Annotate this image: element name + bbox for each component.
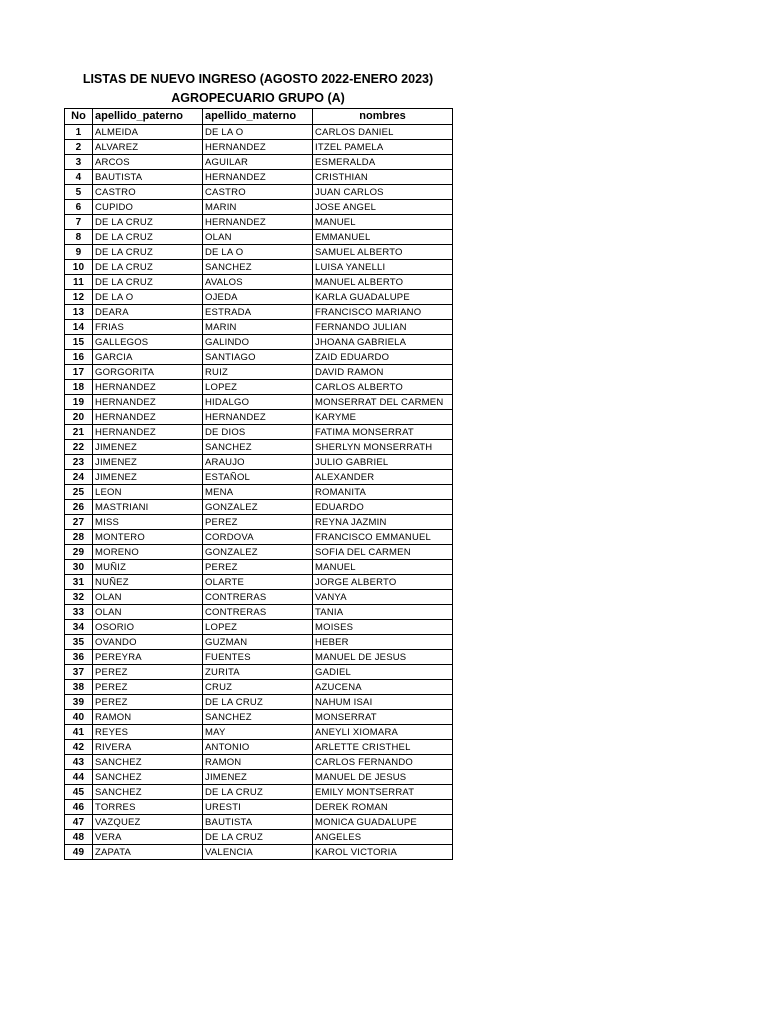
- cell-nombres: JUAN CARLOS: [313, 185, 453, 200]
- cell-apellido-materno: BAUTISTA: [203, 815, 313, 830]
- cell-apellido-materno: SANTIAGO: [203, 350, 313, 365]
- table-row: [65, 200, 453, 215]
- cell-no: 3: [65, 155, 93, 170]
- cell-apellido-paterno: ARCOS: [93, 155, 203, 170]
- cell-no: 15: [65, 335, 93, 350]
- cell-apellido-paterno: DE LA CRUZ: [93, 260, 203, 275]
- table-row: [65, 455, 453, 470]
- cell-nombres: FRANCISCO EMMANUEL: [313, 530, 453, 545]
- cell-apellido-materno: MARIN: [203, 320, 313, 335]
- cell-no: 48: [65, 830, 93, 845]
- cell-apellido-materno: ZURITA: [203, 665, 313, 680]
- table-row: [65, 530, 453, 545]
- cell-nombres: ZAID EDUARDO: [313, 350, 453, 365]
- cell-apellido-paterno: OLAN: [93, 605, 203, 620]
- cell-apellido-paterno: DE LA O: [93, 290, 203, 305]
- table-row: [65, 695, 453, 710]
- cell-nombres: GADIEL: [313, 665, 453, 680]
- cell-apellido-materno: PEREZ: [203, 515, 313, 530]
- cell-apellido-paterno: ALMEIDA: [93, 125, 203, 140]
- cell-apellido-materno: DE DIOS: [203, 425, 313, 440]
- cell-no: 2: [65, 140, 93, 155]
- cell-apellido-paterno: SANCHEZ: [93, 785, 203, 800]
- table-row: [65, 425, 453, 440]
- cell-nombres: EMMANUEL: [313, 230, 453, 245]
- cell-apellido-paterno: HERNANDEZ: [93, 425, 203, 440]
- cell-no: 5: [65, 185, 93, 200]
- cell-apellido-paterno: VERA: [93, 830, 203, 845]
- cell-nombres: KARYME: [313, 410, 453, 425]
- cell-apellido-materno: RUIZ: [203, 365, 313, 380]
- cell-nombres: MANUEL DE JESUS: [313, 650, 453, 665]
- cell-nombres: JORGE ALBERTO: [313, 575, 453, 590]
- cell-apellido-materno: ESTRADA: [203, 305, 313, 320]
- table-row: [65, 590, 453, 605]
- cell-no: 13: [65, 305, 93, 320]
- cell-no: 35: [65, 635, 93, 650]
- student-list-table: [64, 108, 453, 860]
- cell-no: 28: [65, 530, 93, 545]
- cell-apellido-paterno: CASTRO: [93, 185, 203, 200]
- cell-apellido-paterno: DE LA CRUZ: [93, 275, 203, 290]
- cell-apellido-materno: DE LA CRUZ: [203, 785, 313, 800]
- cell-no: 30: [65, 560, 93, 575]
- table-row: [65, 155, 453, 170]
- document-subtitle: AGROPECUARIO GRUPO (A): [171, 91, 345, 105]
- table-row: [65, 650, 453, 665]
- header-apellido-materno: apellido_materno: [203, 109, 313, 125]
- table-row: [65, 395, 453, 410]
- cell-apellido-paterno: SANCHEZ: [93, 770, 203, 785]
- table-row: [65, 620, 453, 635]
- table-row: [65, 470, 453, 485]
- table-row: [65, 275, 453, 290]
- cell-nombres: ANEYLI XIOMARA: [313, 725, 453, 740]
- cell-apellido-paterno: PEREZ: [93, 680, 203, 695]
- cell-apellido-paterno: JIMENEZ: [93, 440, 203, 455]
- cell-apellido-paterno: DE LA CRUZ: [93, 215, 203, 230]
- cell-nombres: CRISTHIAN: [313, 170, 453, 185]
- table-row: [65, 140, 453, 155]
- cell-apellido-materno: OJEDA: [203, 290, 313, 305]
- table-row: [65, 755, 453, 770]
- cell-apellido-materno: HERNANDEZ: [203, 215, 313, 230]
- cell-apellido-materno: HERNANDEZ: [203, 170, 313, 185]
- table-header-row: [65, 109, 453, 125]
- cell-apellido-paterno: HERNANDEZ: [93, 380, 203, 395]
- cell-no: 8: [65, 230, 93, 245]
- cell-no: 32: [65, 590, 93, 605]
- table-row: [65, 320, 453, 335]
- cell-apellido-paterno: ALVAREZ: [93, 140, 203, 155]
- cell-no: 16: [65, 350, 93, 365]
- cell-no: 42: [65, 740, 93, 755]
- cell-no: 22: [65, 440, 93, 455]
- cell-nombres: ROMANITA: [313, 485, 453, 500]
- cell-apellido-paterno: REYES: [93, 725, 203, 740]
- cell-nombres: CARLOS ALBERTO: [313, 380, 453, 395]
- cell-no: 46: [65, 800, 93, 815]
- cell-apellido-paterno: DE LA CRUZ: [93, 245, 203, 260]
- cell-apellido-materno: AVALOS: [203, 275, 313, 290]
- cell-no: 1: [65, 125, 93, 140]
- cell-no: 23: [65, 455, 93, 470]
- cell-apellido-materno: CASTRO: [203, 185, 313, 200]
- cell-apellido-materno: LOPEZ: [203, 380, 313, 395]
- cell-apellido-materno: CRUZ: [203, 680, 313, 695]
- cell-apellido-materno: ANTONIO: [203, 740, 313, 755]
- cell-nombres: NAHUM ISAI: [313, 695, 453, 710]
- table-row: [65, 500, 453, 515]
- cell-no: 6: [65, 200, 93, 215]
- cell-apellido-materno: ESTAÑOL: [203, 470, 313, 485]
- cell-no: 17: [65, 365, 93, 380]
- cell-nombres: DEREK ROMAN: [313, 800, 453, 815]
- cell-apellido-paterno: BAUTISTA: [93, 170, 203, 185]
- cell-nombres: MONICA GUADALUPE: [313, 815, 453, 830]
- cell-nombres: JOSE ANGEL: [313, 200, 453, 215]
- cell-apellido-materno: MENA: [203, 485, 313, 500]
- cell-no: 25: [65, 485, 93, 500]
- cell-nombres: KAROL VICTORIA: [313, 845, 453, 860]
- cell-no: 11: [65, 275, 93, 290]
- cell-apellido-paterno: OVANDO: [93, 635, 203, 650]
- cell-no: 14: [65, 320, 93, 335]
- cell-apellido-materno: HIDALGO: [203, 395, 313, 410]
- table-row: [65, 335, 453, 350]
- table-row: [65, 635, 453, 650]
- cell-apellido-paterno: PEREZ: [93, 665, 203, 680]
- table-row: [65, 305, 453, 320]
- cell-no: 41: [65, 725, 93, 740]
- cell-no: 47: [65, 815, 93, 830]
- cell-apellido-materno: CONTRERAS: [203, 605, 313, 620]
- cell-no: 4: [65, 170, 93, 185]
- cell-no: 39: [65, 695, 93, 710]
- table-row: [65, 815, 453, 830]
- cell-apellido-materno: PEREZ: [203, 560, 313, 575]
- cell-apellido-materno: VALENCIA: [203, 845, 313, 860]
- cell-nombres: ALEXANDER: [313, 470, 453, 485]
- cell-apellido-materno: ARAUJO: [203, 455, 313, 470]
- cell-no: 10: [65, 260, 93, 275]
- table-row: [65, 770, 453, 785]
- table-row: [65, 665, 453, 680]
- table-row: [65, 830, 453, 845]
- table-row: [65, 245, 453, 260]
- cell-apellido-materno: HERNANDEZ: [203, 140, 313, 155]
- table-row: [65, 125, 453, 140]
- table-body: [65, 125, 453, 860]
- cell-nombres: MANUEL: [313, 215, 453, 230]
- cell-no: 44: [65, 770, 93, 785]
- cell-apellido-materno: OLARTE: [203, 575, 313, 590]
- cell-no: 45: [65, 785, 93, 800]
- cell-nombres: LUISA YANELLI: [313, 260, 453, 275]
- cell-apellido-paterno: TORRES: [93, 800, 203, 815]
- cell-apellido-materno: GALINDO: [203, 335, 313, 350]
- cell-apellido-materno: GUZMAN: [203, 635, 313, 650]
- cell-no: 31: [65, 575, 93, 590]
- cell-no: 27: [65, 515, 93, 530]
- document-title: LISTAS DE NUEVO INGRESO (AGOSTO 2022-ENERO 2023): [82, 72, 434, 86]
- cell-apellido-materno: DE LA O: [203, 245, 313, 260]
- cell-apellido-materno: GONZALEZ: [203, 545, 313, 560]
- cell-no: 29: [65, 545, 93, 560]
- cell-apellido-materno: DE LA O: [203, 125, 313, 140]
- cell-apellido-paterno: CUPIDO: [93, 200, 203, 215]
- cell-nombres: TANIA: [313, 605, 453, 620]
- cell-nombres: KARLA GUADALUPE: [313, 290, 453, 305]
- table-row: [65, 560, 453, 575]
- cell-no: 40: [65, 710, 93, 725]
- table-row: [65, 260, 453, 275]
- cell-no: 33: [65, 605, 93, 620]
- cell-apellido-materno: CORDOVA: [203, 530, 313, 545]
- cell-apellido-paterno: NUÑEZ: [93, 575, 203, 590]
- cell-nombres: MONSERRAT: [313, 710, 453, 725]
- cell-apellido-materno: DE LA CRUZ: [203, 830, 313, 845]
- cell-no: 7: [65, 215, 93, 230]
- cell-apellido-materno: SANCHEZ: [203, 440, 313, 455]
- table-row: [65, 380, 453, 395]
- table-row: [65, 365, 453, 380]
- cell-no: 37: [65, 665, 93, 680]
- cell-apellido-paterno: MORENO: [93, 545, 203, 560]
- table-row: [65, 710, 453, 725]
- cell-apellido-materno: MAY: [203, 725, 313, 740]
- cell-no: 26: [65, 500, 93, 515]
- cell-nombres: EMILY MONTSERRAT: [313, 785, 453, 800]
- cell-apellido-paterno: DE LA CRUZ: [93, 230, 203, 245]
- cell-apellido-paterno: HERNANDEZ: [93, 410, 203, 425]
- table-row: [65, 605, 453, 620]
- cell-apellido-materno: OLAN: [203, 230, 313, 245]
- cell-nombres: MONSERRAT DEL CARMEN: [313, 395, 453, 410]
- cell-nombres: FRANCISCO MARIANO: [313, 305, 453, 320]
- cell-no: 20: [65, 410, 93, 425]
- cell-apellido-paterno: VAZQUEZ: [93, 815, 203, 830]
- cell-apellido-paterno: GORGORITA: [93, 365, 203, 380]
- table-row: [65, 290, 453, 305]
- cell-apellido-materno: LOPEZ: [203, 620, 313, 635]
- cell-apellido-paterno: JIMENEZ: [93, 470, 203, 485]
- cell-apellido-paterno: MASTRIANI: [93, 500, 203, 515]
- cell-no: 36: [65, 650, 93, 665]
- cell-apellido-paterno: MUÑIZ: [93, 560, 203, 575]
- cell-apellido-paterno: OLAN: [93, 590, 203, 605]
- table-row: [65, 515, 453, 530]
- cell-nombres: VANYA: [313, 590, 453, 605]
- cell-apellido-paterno: PEREYRA: [93, 650, 203, 665]
- table-row: [65, 725, 453, 740]
- cell-nombres: MANUEL ALBERTO: [313, 275, 453, 290]
- cell-no: 24: [65, 470, 93, 485]
- cell-nombres: FATIMA MONSERRAT: [313, 425, 453, 440]
- cell-nombres: SAMUEL ALBERTO: [313, 245, 453, 260]
- cell-nombres: CARLOS FERNANDO: [313, 755, 453, 770]
- cell-nombres: SOFIA DEL CARMEN: [313, 545, 453, 560]
- table-row: [65, 350, 453, 365]
- cell-nombres: CARLOS DANIEL: [313, 125, 453, 140]
- cell-nombres: ESMERALDA: [313, 155, 453, 170]
- cell-nombres: FERNANDO JULIAN: [313, 320, 453, 335]
- table-row: [65, 485, 453, 500]
- cell-apellido-materno: GONZALEZ: [203, 500, 313, 515]
- table-row: [65, 440, 453, 455]
- cell-apellido-materno: DE LA CRUZ: [203, 695, 313, 710]
- header-apellido-paterno: apellido_paterno: [93, 109, 203, 125]
- cell-nombres: JHOANA GABRIELA: [313, 335, 453, 350]
- cell-no: 43: [65, 755, 93, 770]
- cell-apellido-materno: JIMENEZ: [203, 770, 313, 785]
- cell-apellido-paterno: SANCHEZ: [93, 755, 203, 770]
- cell-nombres: ARLETTE CRISTHEL: [313, 740, 453, 755]
- cell-apellido-paterno: FRIAS: [93, 320, 203, 335]
- table-row: [65, 215, 453, 230]
- cell-apellido-materno: HERNANDEZ: [203, 410, 313, 425]
- cell-apellido-paterno: JIMENEZ: [93, 455, 203, 470]
- cell-apellido-paterno: HERNANDEZ: [93, 395, 203, 410]
- cell-apellido-materno: SANCHEZ: [203, 260, 313, 275]
- cell-nombres: REYNA JAZMIN: [313, 515, 453, 530]
- header-no: No: [65, 109, 93, 125]
- table-row: [65, 845, 453, 860]
- table-row: [65, 185, 453, 200]
- cell-apellido-materno: FUENTES: [203, 650, 313, 665]
- cell-nombres: SHERLYN MONSERRATH: [313, 440, 453, 455]
- cell-apellido-paterno: OSORIO: [93, 620, 203, 635]
- cell-no: 19: [65, 395, 93, 410]
- table-row: [65, 680, 453, 695]
- cell-apellido-paterno: DEARA: [93, 305, 203, 320]
- table-row: [65, 785, 453, 800]
- cell-apellido-materno: CONTRERAS: [203, 590, 313, 605]
- cell-no: 34: [65, 620, 93, 635]
- cell-nombres: MOISES: [313, 620, 453, 635]
- cell-nombres: MANUEL: [313, 560, 453, 575]
- cell-no: 49: [65, 845, 93, 860]
- cell-nombres: JULIO GABRIEL: [313, 455, 453, 470]
- cell-nombres: HEBER: [313, 635, 453, 650]
- cell-apellido-paterno: RIVERA: [93, 740, 203, 755]
- table-row: [65, 545, 453, 560]
- cell-nombres: ITZEL PAMELA: [313, 140, 453, 155]
- cell-no: 9: [65, 245, 93, 260]
- cell-apellido-paterno: MISS: [93, 515, 203, 530]
- cell-apellido-paterno: LEON: [93, 485, 203, 500]
- cell-nombres: AZUCENA: [313, 680, 453, 695]
- cell-no: 18: [65, 380, 93, 395]
- cell-apellido-materno: MARIN: [203, 200, 313, 215]
- cell-apellido-paterno: PEREZ: [93, 695, 203, 710]
- cell-nombres: EDUARDO: [313, 500, 453, 515]
- cell-nombres: ANGELES: [313, 830, 453, 845]
- cell-apellido-paterno: GALLEGOS: [93, 335, 203, 350]
- cell-apellido-materno: URESTI: [203, 800, 313, 815]
- table-row: [65, 230, 453, 245]
- table-row: [65, 575, 453, 590]
- cell-no: 21: [65, 425, 93, 440]
- cell-apellido-paterno: ZAPATA: [93, 845, 203, 860]
- cell-apellido-materno: AGUILAR: [203, 155, 313, 170]
- cell-no: 38: [65, 680, 93, 695]
- cell-no: 12: [65, 290, 93, 305]
- cell-nombres: MANUEL DE JESUS: [313, 770, 453, 785]
- cell-apellido-materno: SANCHEZ: [203, 710, 313, 725]
- table-row: [65, 170, 453, 185]
- cell-apellido-paterno: GARCIA: [93, 350, 203, 365]
- header-nombres: nombres: [313, 109, 453, 125]
- cell-apellido-paterno: RAMON: [93, 710, 203, 725]
- cell-nombres: DAVID RAMON: [313, 365, 453, 380]
- table-row: [65, 740, 453, 755]
- cell-apellido-paterno: MONTERO: [93, 530, 203, 545]
- cell-apellido-materno: RAMON: [203, 755, 313, 770]
- table-row: [65, 800, 453, 815]
- table-row: [65, 410, 453, 425]
